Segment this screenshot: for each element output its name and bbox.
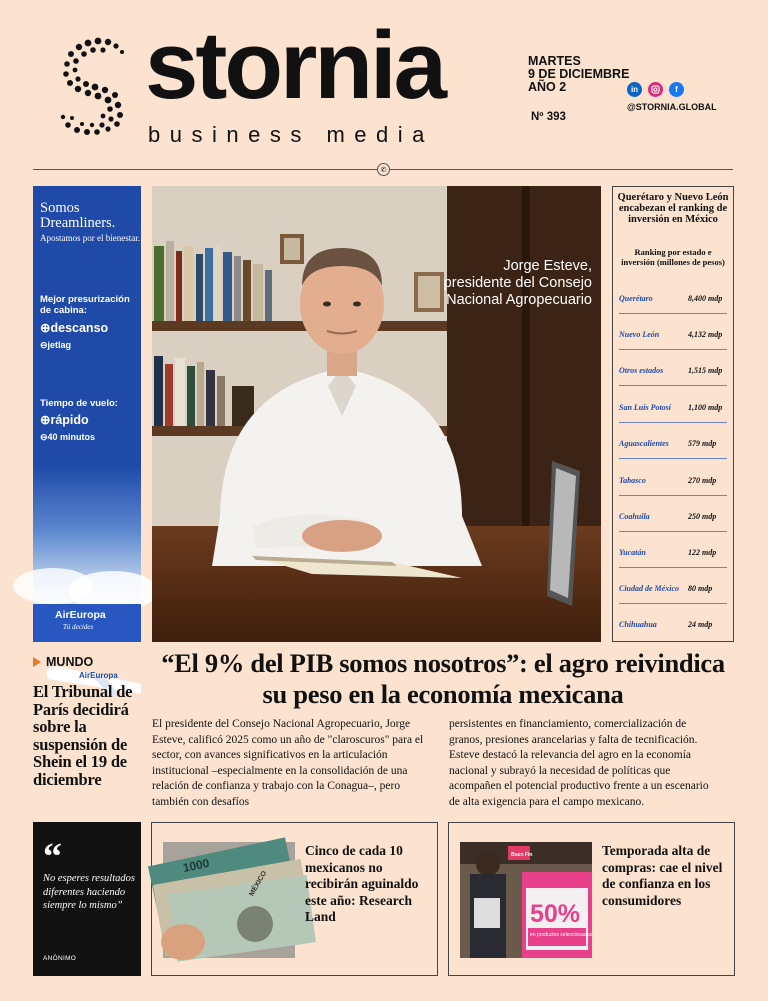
sale-products-text: en productos seleccionados xyxy=(530,932,592,938)
ad-subline: Apostamos por el bienestar. xyxy=(40,233,140,243)
ranking-value: 8,400 mdp xyxy=(688,294,723,303)
issue-date: 9 DE DICIEMBRE xyxy=(528,67,630,81)
banknotes-photo xyxy=(163,842,295,958)
banknote-country: MÉXICO xyxy=(248,870,269,898)
plane-livery-text: AirEuropa xyxy=(79,671,118,680)
ranking-state: Tabasco xyxy=(619,476,646,485)
ranking-value: 270 mdp xyxy=(688,476,717,485)
mundo-headline[interactable]: El Tribunal de París decidirá sobre la suspensión de Shein el 19 de diciembre xyxy=(33,682,133,789)
ranking-divider xyxy=(619,422,727,423)
ranking-divider xyxy=(619,531,727,532)
plus-circle-icon: ⊕ xyxy=(40,413,51,427)
ranking-value: 122 mdp xyxy=(688,548,717,557)
ranking-state: Otros estados xyxy=(619,366,664,375)
ranking-value: 250 mdp xyxy=(688,512,717,521)
ranking-divider xyxy=(619,385,727,386)
triangle-right-icon xyxy=(33,657,41,667)
ad-brand-tag: Tú decides xyxy=(63,623,94,631)
ranking-subtitle: Ranking por estado e inversión (millones de pesos) xyxy=(621,247,725,267)
sale-brand-text: Buen Fin xyxy=(511,852,533,858)
ranking-value: 24 mdp xyxy=(688,620,713,629)
ranking-state: Yucatán xyxy=(619,548,646,557)
ranking-value: 80 mdp xyxy=(688,584,713,593)
ranking-divider xyxy=(619,603,727,604)
brand-tagline: business media xyxy=(148,122,434,147)
ad-minus-minutes-label: 40 minutos xyxy=(47,432,96,442)
feature-photo xyxy=(152,186,601,642)
ranking-state: San Luis Potosí xyxy=(619,403,672,412)
linkedin-icon[interactable]: in xyxy=(627,82,642,97)
ad-plus-rapido xyxy=(40,412,89,427)
ranking-divider xyxy=(619,313,727,314)
ranking-value: 4,132 mdp xyxy=(688,330,723,339)
store-sale-photo xyxy=(460,842,592,958)
ranking-state: Chihuahua xyxy=(619,620,657,629)
ranking-state: Aguascalientes xyxy=(619,439,669,448)
stornia-logo-mark xyxy=(58,34,130,138)
date-block xyxy=(528,55,629,94)
ad-plus-descanso-label: descanso xyxy=(50,321,109,335)
plus-circle-icon: ⊕ xyxy=(40,321,51,335)
banknote-value: 1000 xyxy=(181,855,211,876)
ad-minus-jetlag-label: jetlag xyxy=(47,340,72,350)
instagram-icon[interactable] xyxy=(648,82,663,97)
social-handle[interactable]: @STORNIA.GLOBAL xyxy=(627,102,717,112)
ranking-divider xyxy=(619,567,727,568)
ad-plus-rapido-label: rápido xyxy=(50,413,89,427)
photo-caption: Jorge Esteve, presidente del Consejo Nacional Agropecuario xyxy=(443,258,592,308)
phone-icon: ✆ xyxy=(377,163,390,176)
quote-box xyxy=(33,822,141,976)
article-body-col2: persistentes en financiamiento, comercialización de granos, presiones arancelarias y falta de tecnificación. Esteve destacó la relevancia del agro en la economía nacional y subrayó la necesidad de políticas que acompañen el potencial productivo frente a un escenario de alta exigencia para el campo mexicano. xyxy=(449,718,709,808)
main-headline[interactable]: “El 9% del PIB somos nosotros”: el agro reivindica su peso en la economía mexicana xyxy=(161,648,725,709)
ranking-state: Querétaro xyxy=(619,294,653,303)
ad-section-flight: Tiempo de vuelo: xyxy=(40,398,118,409)
ranking-value: 579 mdp xyxy=(688,439,717,448)
ranking-divider xyxy=(619,349,727,350)
sale-percent-text: 50% xyxy=(530,900,581,928)
ranking-title: Querétaro y Nuevo León encabezan el ranking de inversión en México xyxy=(617,192,729,225)
ad-plus-descanso xyxy=(40,320,108,335)
facebook-icon[interactable]: f xyxy=(669,82,684,97)
investment-ranking xyxy=(612,186,734,642)
ranking-divider xyxy=(619,495,727,496)
section-name: MUNDO xyxy=(46,655,94,669)
minus-circle-icon: ⊖ xyxy=(40,340,48,350)
ranking-state: Coahuila xyxy=(619,512,650,521)
article-body-col1: El presidente del Consejo Nacional Agropecuario, Jorge Esteve, calificó 2025 como un año de "claroscuros" para el sector, con avances significativos en la articulación institucional –especialmente en la consolidación de una relación de confianza y trabajo con la Conagua–, pero también con desafíos xyxy=(152,718,424,808)
issue-number: Nº 393 xyxy=(531,111,566,123)
brand-wordmark: stornia xyxy=(145,12,445,119)
quote-mark-icon: “ xyxy=(43,836,62,878)
ranking-state: Nuevo León xyxy=(619,330,660,339)
ad-headline: Somos Dreamliners. xyxy=(40,200,116,231)
ranking-value: 1,100 mdp xyxy=(688,403,723,412)
issue-day: MARTES xyxy=(528,54,581,68)
card-title: Temporada alta de compras: cae el nivel de confianza en los consumidores xyxy=(602,843,723,908)
minus-circle-icon: ⊖ xyxy=(40,432,48,442)
issue-year: AÑO 2 xyxy=(528,80,567,94)
section-label-mundo[interactable] xyxy=(33,655,93,669)
quote-text: No esperes resultados diferentes haciendo siempre lo mismo” xyxy=(43,873,135,911)
ranking-value: 1,515 mdp xyxy=(688,366,723,375)
social-links xyxy=(627,82,684,97)
ranking-divider xyxy=(619,458,727,459)
ad-section-cabin: Mejor presurización de cabina: xyxy=(40,294,130,316)
ad-minus-jetlag xyxy=(40,340,71,351)
ad-brand: AirEuropa xyxy=(55,609,106,621)
story-card-compras[interactable] xyxy=(448,822,735,976)
ranking-state: Ciudad de México xyxy=(619,584,679,593)
story-card-aguinaldo[interactable] xyxy=(151,822,438,976)
ad-minus-minutes xyxy=(40,432,95,443)
card-title: Cinco de cada 10 mexicanos no recibirán aguinaldo este año: Research Land xyxy=(305,843,419,924)
quote-author: ANÓNIMO xyxy=(43,955,77,962)
